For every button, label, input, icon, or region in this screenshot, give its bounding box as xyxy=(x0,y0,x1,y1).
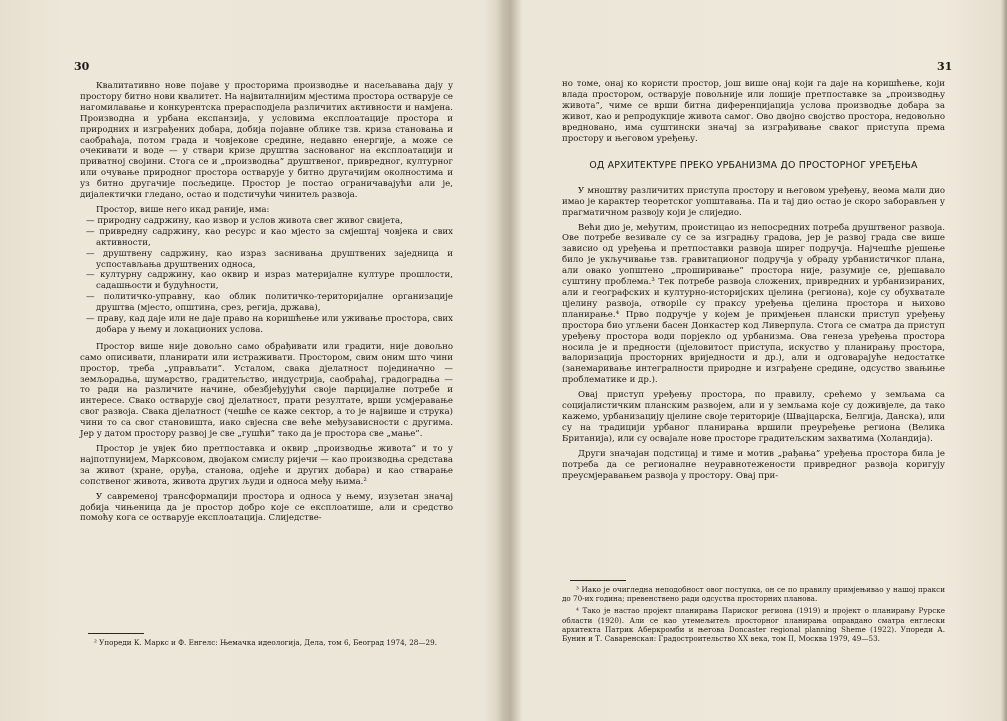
left-page-body xyxy=(80,81,453,528)
left-page xyxy=(0,0,500,721)
footnote-rule xyxy=(88,633,144,634)
list-item: — природну садржину, као извор и услов живота свег живог свијета, xyxy=(80,216,453,227)
list-item: — културну садржину, као оквир и израз материјалне културе прошлости, садашњости и будућности, xyxy=(80,270,453,292)
paragraph: У мноштву различитих приступа простору и његовом уређењу, веома мали дио имао је карактер теоретског уопштавања. Па и тај дио остао је скоро заборављен у прагматичном развоју који је слиједио. xyxy=(562,185,945,218)
paragraph: Простор више није довољно само обрађивати или градити, није довољно само описивати, планирати или истраживати. Простором, свим оним што чини простор, треба „управљати”. Усталом, свака дјелатност појединачно — земљорадња, шумарство, градитељство, индустрија, саобраћај, градоградња — то ради на различите начине, обезбјеђујући своје парцијалне потребе и интересе. Свако остварује свој дјелатност, прати резултате, врши усмјеравање свог развоја. Свака дјелатност (чешће се каже сектор, а то је највише и струка) чини то са свог становишта, иако свјесна све веће међузависности с другима. Јер у датом простору развој је све „гушћи” тако да је простора све „мање”. xyxy=(80,341,453,440)
footnote-rule xyxy=(570,580,626,581)
page-number: 30 xyxy=(74,60,90,73)
paragraph: Простор је увјек био претпоставка и оквир „производње живота” и то у најпотпунијем, Марксовом, двојаком смислу ријечи — као производња средстава за живот (хране, оруђа, станова, одјеће и других добара) и као стварање сопственог живота, живота других људи и односа међу њима.² xyxy=(80,444,453,487)
paragraph: Други значајан подстицај и тиме и мотив „рађања” уређења простора била је потреба да се регионалне неуравнотежености привредног развоја коригују преусмјеравањем развоја у простору. Овај при- xyxy=(562,448,945,481)
right-page xyxy=(510,0,1007,721)
footnote: ² Упореди К. Маркс и Ф. Енгелс: Њемачка идеологија, Дела, том 6, Београд 1974, 28—29. xyxy=(94,638,437,647)
paragraph: Простор, више него икад раније, има: xyxy=(96,204,270,215)
footnote: ⁴ Тако је настао пројект планирања Париског региона (1919) и пројект о планирању Рурске области (1920). Али се као утемељитељ просторног планирања оправдано сматра енглески архитекта Патрик Аберкромби и његова Doncaster regional planning Sheme (1922). Упореди А. Бунин и Т. Саваренская: Градостроительство XX века, том II, Москва 1979, 49—53. xyxy=(562,606,945,644)
page-number: 31 xyxy=(937,60,953,73)
footnote: ³ Иако је очигледна неподобност овог поступка, он се по правилу примјењивао у нашој пракси до 70-их година; превенствено ради одсуства просторних планова. xyxy=(562,585,945,604)
list-item: — привредну садржину, као ресурс и као мјесто за смјештај човјека и свих активности, xyxy=(80,227,453,249)
space-content-list xyxy=(80,216,453,336)
footnotes xyxy=(80,625,453,650)
paragraph: Већи дио је, међутим, проистицао из непосредних потреба друштвеног развоја. Ове потребе везивале су се за изградњу градова, јер је развој града све више зависио од уређења и претпоставки развоја ширег подручја. Најчешће рјешење било је укључивање тзв. гравитационог подручја у обраду урбанистичког плана, али овако уопштено „проширивање” простора није, разумије се, рјешавало суштину проблема.³ Тек потребе развоја сложених, привредних и урбанизираних, али и географских и културно-историјских цјелина (региона), које су обухватале цјелину развоја, отворile су праксу уређења цјелина простора и њихово планирање.⁴ Прво подручје у којем је примјењен плански приступ уређењу простора био угљени басен Донкастер код Ливерпула. Стога се сматра да приступ уређењу простора води порјекло од урбанизма. Ова генеза уређења простора носила је и предности (цјеловитост приступа, искуство у планирању простора, валоризација просторних вриједности и др.), али и одговарајуће недостатке (занемаривање интегралности природне и изграђене средине, одсуство звањиње проблематике и др.). xyxy=(562,222,945,386)
section-heading: ОД АРХИТЕКТУРЕ ПРЕКО УРБАНИЗМА ДО ПРОСТОРНОГ УРЕЂЕЊА xyxy=(589,160,918,172)
paragraph: но томе, онај ко користи простор, још више онај који га даје на коришћење, који влада простором, остварује повољније или лошије претпоставке за „производњу живота”, чиме се врши битна диференцијација услова производње добара за живот, као и репродукције живота самог. Ово двојно својство простора, недовољно вредновано, има суштински значај за изграђивање сваког приступа према простору и његовом уређењу. xyxy=(562,79,945,144)
footnotes xyxy=(562,572,945,646)
right-page-body xyxy=(562,79,945,485)
paragraph: Квалитативно нове појаве у просторима производње и насељавања дају у простору битно нови квалитет. На највиталнијим мјестима простора остварује се нагомилавање и конкурентска прерасподјела различитих активности и намјена. Производна и урбана експанзија, у условима експлоатације простора и природних и изграђених добара, добија појавне облике тзв. криза становања и саобраћаја, потом града и човјекове средине, недавно енергије, а може се очекивати и воде — у ствари кризе друштва заснованог на експлоатацији и приватној својини. Стога се и „производња” друштвеног, привредног, културног или очување природног простора остварује у битно другачијим околностима и уз битно другачије посљедице. Простор је постао ограничавајући али је, дијалектички гледано, остао и подстичући чинитељ развоја. xyxy=(80,81,453,201)
paragraph: У савременој трансформацији простора и односа у њему, изузетан значај добија чињеница да је простор добро које се експлоатише, али и средство помоћу кога се остварује експлоатација. Слиједстве- xyxy=(80,491,453,524)
list-item: — политичко-управну, као облик политичко-територијалне организације друштва (мјесто, општина, срез, регија, држава), xyxy=(80,292,453,314)
list-item: — друштвену садржину, као израз заснивања друштвених заједница и успостављања друштвених односа, xyxy=(80,249,453,271)
list-item: — праву, кад даје или не даје право на коришћење или уживање простора, свих добара у њему и локационих услова. xyxy=(80,314,453,336)
paragraph: Овај приступ уређењу простора, по правилу, срећемо у земљама са социјалистичким планским развојем, али и у земљама које су доживјеле, да тако кажемо, урбанизацију цјелине своје територије (Швајцарска, Белгија, Данска), или су на традицији урбаног планирања вршили преуређење региона (Велика Британија), или су освајале нове просторе градитељским захватима (Холандија). xyxy=(562,390,945,444)
